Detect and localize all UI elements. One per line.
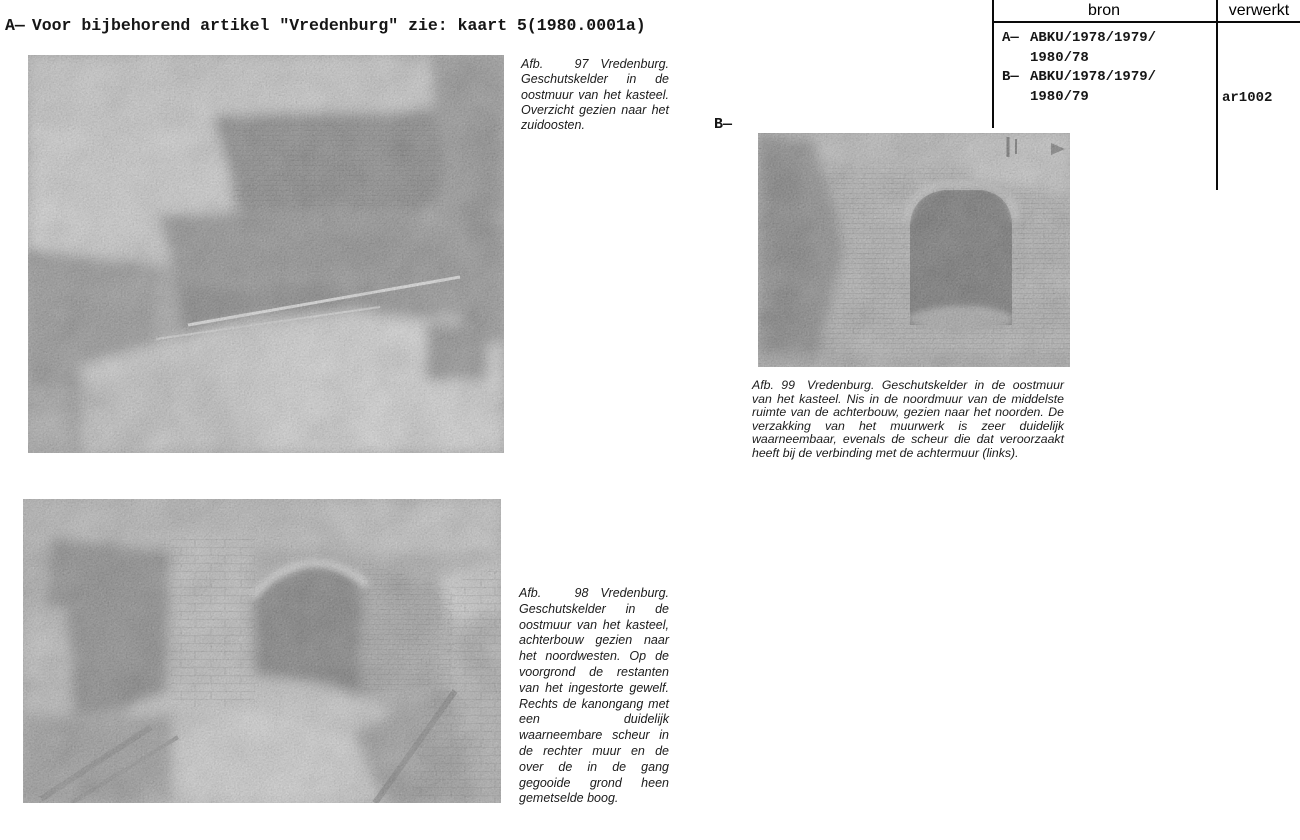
figure-98-label: Afb. 98	[519, 586, 589, 600]
bron-entry-a	[1002, 29, 1156, 49]
header-note-marker: A—	[5, 16, 25, 35]
table-col-header-bron: bron	[1087, 2, 1121, 19]
photo-afb-97-image	[28, 55, 504, 453]
table-verwerkt-cell: ar1002	[1222, 90, 1273, 106]
bron-entry-b	[1002, 68, 1156, 88]
photo-afb-99-image	[758, 133, 1070, 367]
header-note-text: Voor bijbehorend artikel "Vredenburg" zie: kaart 5(1980.0001a)	[31, 16, 646, 35]
bron-entry-a-continuation: 1980/78	[1030, 49, 1089, 66]
bron-entry-a-text: ABKU/1978/1979/	[1030, 30, 1157, 46]
table-bron-cell	[1002, 29, 1156, 107]
header-note	[5, 15, 646, 37]
bron-entry-a-marker: A—	[1002, 30, 1019, 46]
caption-afb-97	[521, 57, 669, 133]
bron-entry-b-marker: B—	[1002, 69, 1019, 85]
figure-97-label: Afb. 97	[521, 57, 589, 71]
photo-b-marker: B—	[714, 116, 733, 133]
bron-entry-b-text: ABKU/1978/1979/	[1030, 69, 1157, 85]
photo-afb-98-image	[23, 499, 501, 803]
photo-afb-99	[758, 133, 1070, 367]
table-header-rule	[992, 21, 1300, 23]
bron-entry-b-continuation: 1980/79	[1030, 88, 1089, 105]
figure-99-caption-text: Vredenburg. Geschutskelder in de oostmuur van het kasteel. Nis in de noordmuur van de middelste ruimte van de achterbouw, gezien naar het noorden. De verzakking van het muurwerk is zeer duidelijk waarneembaar, evenals de scheur die dat veroorzaakt heeft bij de verbinding met de achtermuur (links).	[752, 378, 1064, 460]
photo-afb-97	[28, 55, 504, 453]
photo-grain-overlay	[28, 55, 504, 453]
photo-grain-overlay	[23, 499, 501, 803]
caption-afb-98	[519, 586, 669, 807]
photo-afb-98	[23, 499, 501, 803]
table-border-middle	[1216, 0, 1218, 190]
caption-afb-99	[752, 379, 1064, 461]
photo-grain-overlay	[758, 133, 1070, 367]
figure-97-caption-text: Vredenburg. Geschutskelder in de oostmuur van het kasteel. Overzicht gezien naar het zuidoosten.	[521, 57, 669, 133]
table-col-header-verwerkt: verwerkt	[1228, 2, 1290, 19]
figure-99-label: Afb. 99	[752, 378, 795, 392]
figure-98-caption-text: Vredenburg. Geschutskelder in de oostmuur van het kasteel, achterbouw gezien naar het noordwesten. Op de voorgrond de restanten van het ingestorte gewelf. Rechts de kanongang met een duidelijk waarneembare scheur in de rechter muur en de over de in de gang gegooide grond heen gemetselde boog.	[519, 586, 669, 806]
